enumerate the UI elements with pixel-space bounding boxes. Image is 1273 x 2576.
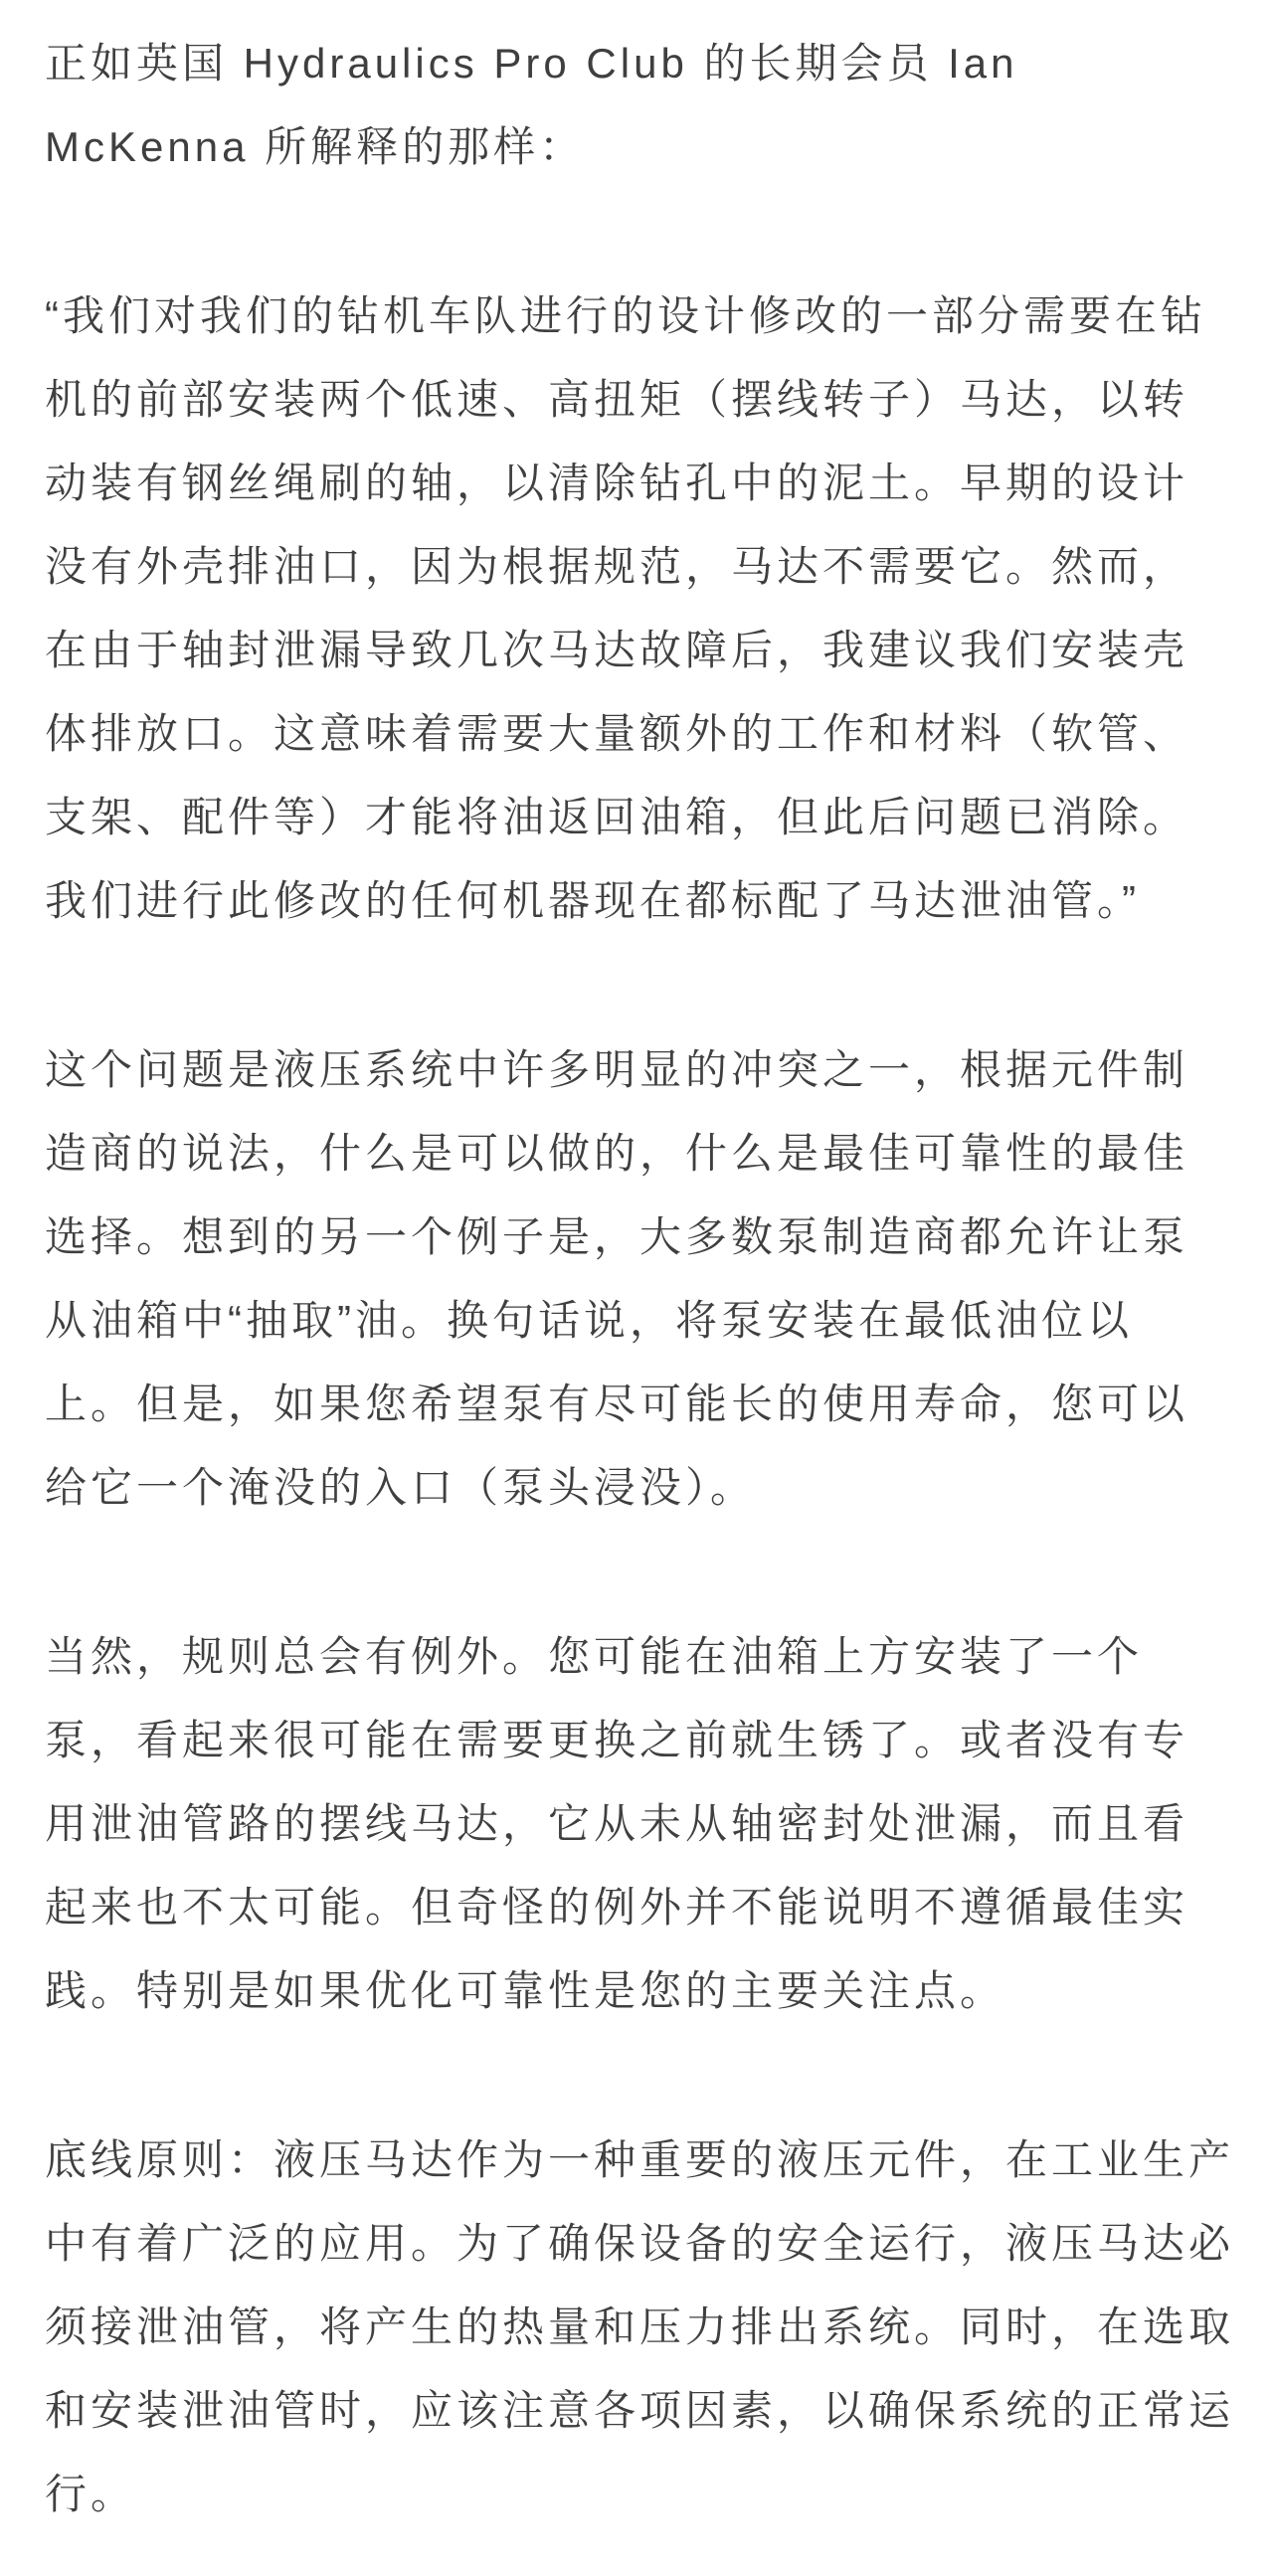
paragraph-conflict (45, 1028, 1235, 1530)
text-line: 须接泄油管，将产生的热量和压力排出系统。同时，在选取 (45, 2303, 1235, 2350)
text-line: 底线原则：液压马达作为一种重要的液压元件，在工业生产 (45, 2136, 1235, 2183)
text-line: 践。特别是如果优化可靠性是您的主要关注点。 (45, 1967, 1006, 2014)
text-line: 从油箱中“抽取”油。换句话说，将泵安装在最低油位以 (45, 1297, 1133, 1344)
text-line: “我们对我们的钻机车队进行的设计修改的一部分需要在钻 (45, 292, 1206, 339)
text-line: 我们进行此修改的任何机器现在都标配了马达泄油管。” (45, 877, 1140, 924)
paragraph-exceptions (45, 1615, 1235, 2033)
paragraph-quote (45, 275, 1235, 943)
text-line: 在由于轴封泄漏导致几次马达故障后，我建议我们安装壳 (45, 627, 1189, 673)
text-line: 行。 (45, 2471, 137, 2517)
text-line: McKenna 所解释的那样： (45, 123, 586, 170)
text-line: 给它一个淹没的入口（泵头浸没）。 (45, 1464, 757, 1511)
text-line: 支架、配件等）才能将油返回油箱，但此后问题已消除。 (45, 794, 1189, 840)
paragraph-intro (45, 22, 1235, 189)
text-line: 机的前部安装两个低速、高扭矩（摆线转子）马达，以转 (45, 376, 1189, 423)
text-line: 选择。想到的另一个例子是，大多数泵制造商都允许让泵 (45, 1213, 1189, 1260)
text-line: 当然，规则总会有例外。您可能在油箱上方安装了一个 (45, 1633, 1144, 1680)
text-line: 正如英国 Hydraulics Pro Club 的长期会员 Ian (45, 40, 1018, 87)
text-line: 这个问题是液压系统中许多明显的冲突之一，根据元件制 (45, 1046, 1189, 1093)
text-line: 中有着广泛的应用。为了确保设备的安全运行，液压马达必 (45, 2220, 1235, 2267)
text-line: 体排放口。这意味着需要大量额外的工作和材料（软管、 (45, 710, 1189, 757)
text-line: 和安装泄油管时，应该注意各项因素，以确保系统的正常运 (45, 2387, 1235, 2434)
text-line: 泵，看起来很可能在需要更换之前就生锈了。或者没有专 (45, 1717, 1189, 1763)
text-line: 上。但是，如果您希望泵有尽可能长的使用寿命，您可以 (45, 1380, 1189, 1427)
text-line: 没有外壳排油口，因为根据规范，马达不需要它。然而， (45, 543, 1189, 590)
paragraph-bottom-line (45, 2118, 1235, 2536)
text-line: 起来也不太可能。但奇怪的例外并不能说明不遵循最佳实 (45, 1884, 1189, 1931)
text-line: 造商的说法，什么是可以做的，什么是最佳可靠性的最佳 (45, 1130, 1189, 1177)
text-line: 动装有钢丝绳刷的轴，以清除钻孔中的泥土。早期的设计 (45, 460, 1189, 506)
text-line: 用泄油管路的摆线马达，它从未从轴密封处泄漏，而且看 (45, 1800, 1189, 1847)
